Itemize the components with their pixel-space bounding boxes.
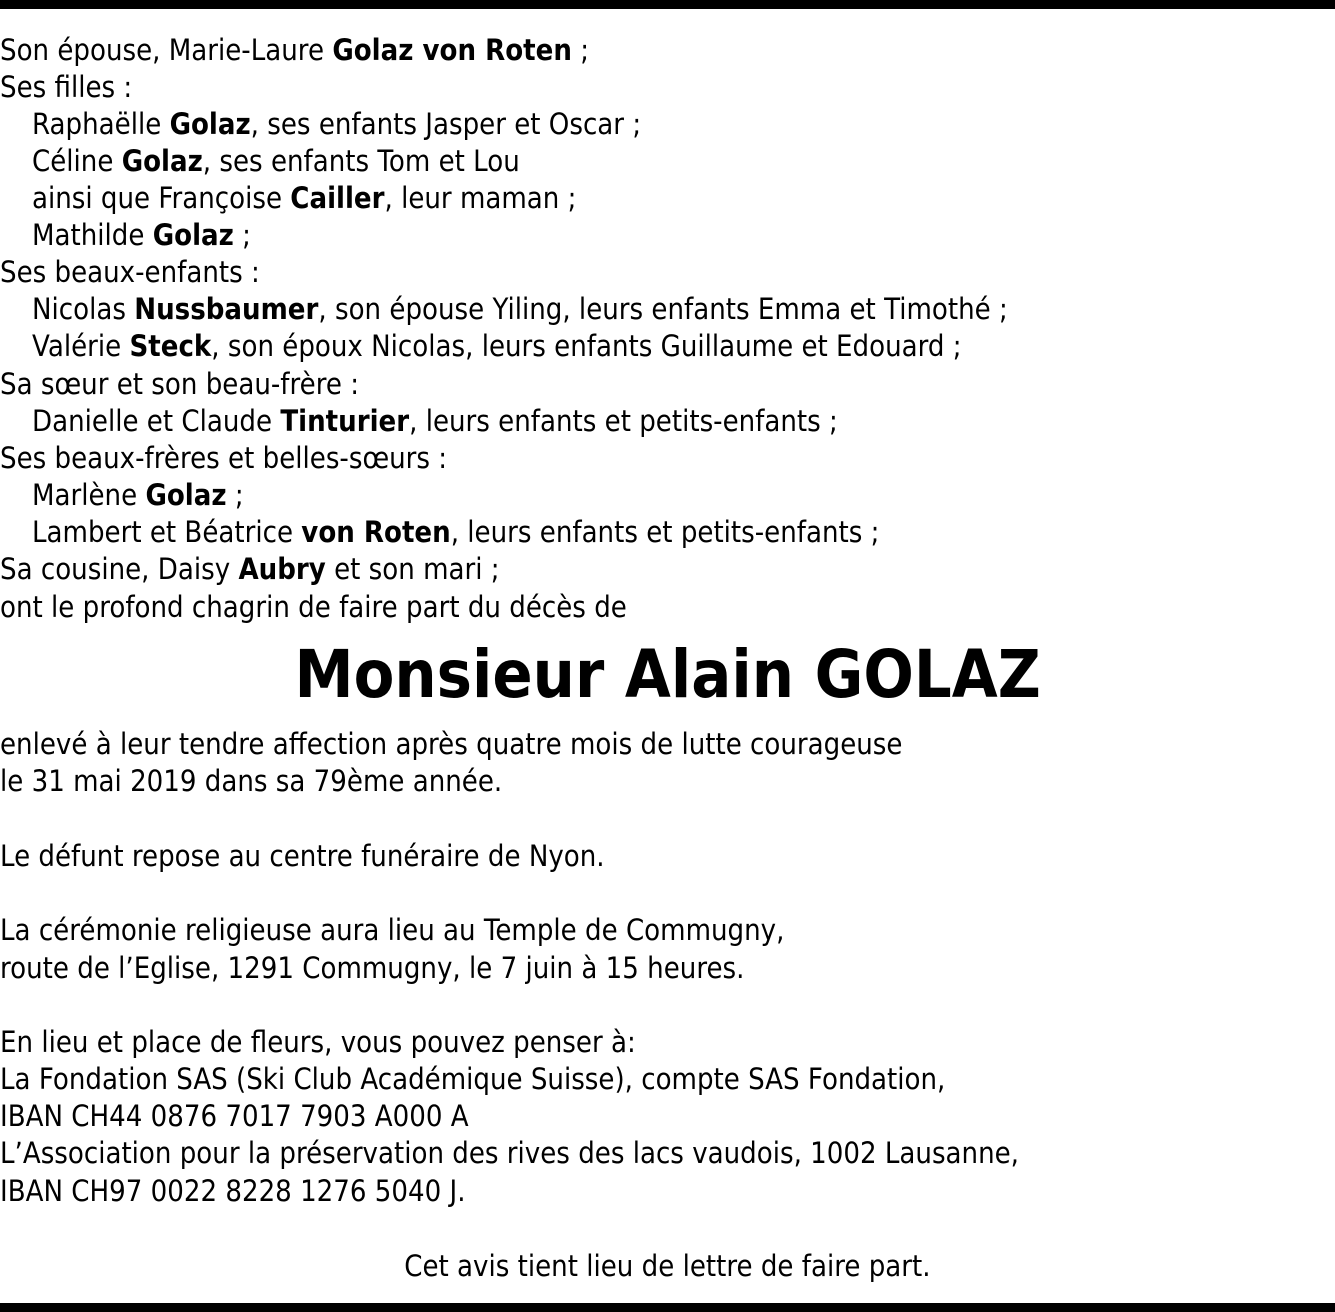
family-text: ; [233,218,251,252]
family-line [0,589,627,626]
family-text: Son épouse, Marie-Laure [0,33,333,67]
family-text: Ses beaux-enfants : [0,255,260,289]
family-text: , ses enfants Tom et Lou [202,144,520,178]
family-text: , ses enfants Jasper et Oscar ; [250,107,642,141]
family-surname: Golaz [145,478,227,512]
family-text: , leurs enfants et petits-enfants ; [409,404,838,438]
family-surname: von Roten [301,515,451,549]
closing-note [0,1248,1335,1285]
details-line: IBAN CH44 0876 7017 7903 A000 A [0,1099,469,1133]
details-line: La cérémonie religieuse aura lieu au Temple de Commugny, [0,913,785,947]
family-line [0,366,359,403]
family-line [0,254,260,291]
bottom-border-rule [0,1303,1335,1312]
family-text: Ses beaux-frères et belles-sœurs : [0,441,448,475]
family-text: Danielle et Claude [32,404,281,438]
family-text: , leur maman ; [384,181,577,215]
family-line [32,328,962,365]
family-text: Sa cousine, Daisy [0,552,239,586]
family-surname: Golaz [121,144,203,178]
family-text: Marlène [32,478,146,512]
family-surname: Steck [129,329,212,363]
family-line [32,106,641,143]
details-line: L’Association pour la préservation des rives des lacs vaudois, 1002 Lausanne, [0,1136,1019,1170]
family-surname: Tinturier [280,404,410,438]
family-surname: Aubry [238,552,326,586]
family-surname: Cailler [290,181,385,215]
family-text: ont le profond chagrin de faire part du décès de [0,590,627,624]
family-text: Lambert et Béatrice [32,515,302,549]
family-text: , son épouse Yiling, leurs enfants Emma et Timothé ; [318,292,1008,326]
family-surname: Golaz von Roten [332,33,572,67]
family-text: Mathilde [32,218,153,252]
family-text: , son époux Nicolas, leurs enfants Guillaume et Edouard ; [211,329,962,363]
deceased-name: Monsieur Alain GOLAZ [294,636,1041,713]
family-text: Céline [32,144,122,178]
family-line [0,69,132,106]
family-line [0,440,447,477]
family-line [0,551,500,588]
top-border-rule [0,0,1335,9]
family-text: , leurs enfants et petits-enfants ; [450,515,880,549]
family-text: ; [571,33,590,67]
deceased-name-heading [0,635,1335,715]
family-text: ; [226,478,244,512]
family-text: Raphaëlle [32,107,170,141]
family-text: ainsi que Françoise [32,181,291,215]
closing-note-text: Cet avis tient lieu de lettre de faire part. [404,1249,931,1283]
family-line [32,143,520,180]
family-line [32,291,1008,328]
details-line: Le défunt repose au centre funéraire de Nyon. [0,839,605,873]
family-text: Nicolas [32,292,135,326]
family-line [32,477,244,514]
family-text: Valérie [32,329,130,363]
family-text: et son mari ; [325,552,500,586]
family-line [32,403,838,440]
details-line: En lieu et place de fleurs, vous pouvez penser à: [0,1025,636,1059]
family-surname: Nussbaumer [134,292,319,326]
details-line: route de l’Eglise, 1291 Commugny, le 7 juin à 15 heures. [0,951,745,985]
family-text: Ses filles : [0,70,133,104]
family-line [32,217,251,254]
details-line: le 31 mai 2019 dans sa 79ème année. [0,764,503,798]
details-line: enlevé à leur tendre affection après quatre mois de lutte courageuse [0,727,903,761]
family-line [32,180,576,217]
family-line [32,514,879,551]
details-line: IBAN CH97 0022 8228 1276 5040 J. [0,1174,466,1208]
family-surname: Golaz [169,107,251,141]
family-surname: Golaz [152,218,234,252]
details-line: La Fondation SAS (Ski Club Académique Suisse), compte SAS Fondation, [0,1062,946,1096]
family-line [0,32,589,69]
family-text: Sa sœur et son beau-frère : [0,367,360,401]
